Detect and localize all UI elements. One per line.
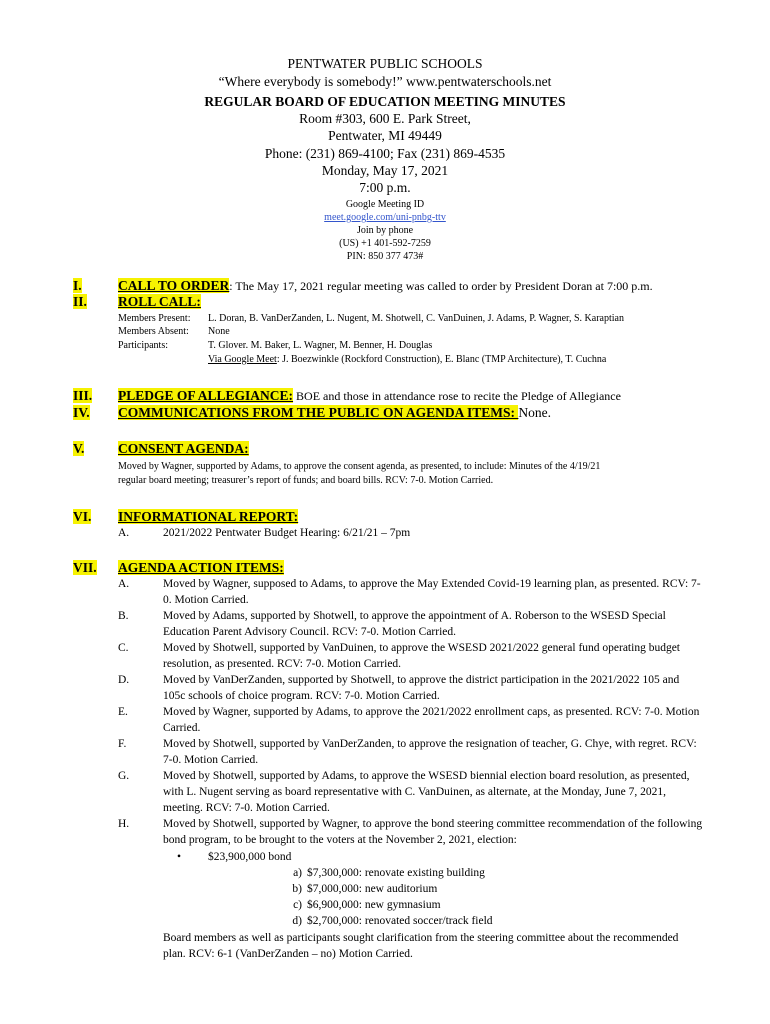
document-title: REGULAR BOARD OF EDUCATION MEETING MINUTES xyxy=(204,94,566,109)
section-title-agenda-action-items: AGENDA ACTION ITEMS: xyxy=(118,560,284,575)
action-item-text: Moved by Shotwell, supported by Adams, to approve the WSESD biennial election board resolution, as presented, with L. Nugent serving as board representative with C. VanDuinen, as alternate, at the Monday, June 7, 2021, meeting. RCV: 7-0. Motion Carried. xyxy=(163,770,690,814)
action-item-letter: F. xyxy=(118,738,127,750)
via-google-meet: : J. Boezwinkle (Rockford Construction), E. Blanc (TMP Architecture), T. Cuchna xyxy=(276,354,607,365)
bond-part-text: $2,700,000: renovated soccer/track field xyxy=(307,915,493,927)
action-item-letter: C. xyxy=(118,642,129,654)
action-item-text: Moved by Shotwell, supported by VanDuinen, to approve the WSESD 2021/2022 general fund operating budget resolution, as presented. RCV: 7-0. Motion Carried. xyxy=(163,642,680,670)
pledge-text: BOE and those in attendance rose to recite the Pledge of Allegiance xyxy=(293,389,621,403)
section-number-1: I. xyxy=(73,278,82,293)
phone-number: (US) +1 401-592-7259 xyxy=(339,238,431,249)
section-title-call-to-order: CALL TO ORDER xyxy=(118,278,230,293)
address-line-1: Room #303, 600 E. Park Street, xyxy=(299,111,471,126)
participants-label: Participants: xyxy=(118,340,168,351)
bond-part-label: a) xyxy=(293,867,302,879)
consent-text-line-1: Moved by Wagner, supported by Adams, to approve the consent agenda, as presented, to include: Minutes of the 4/19/21 xyxy=(118,461,601,472)
section-title-informational-report: INFORMATIONAL REPORT: xyxy=(118,509,299,524)
bond-part-text: $7,000,000: new auditorium xyxy=(307,883,438,895)
info-item-text: 2021/2022 Pentwater Budget Hearing: 6/21/21 – 7pm xyxy=(163,527,411,539)
org-name: PENTWATER PUBLIC SCHOOLS xyxy=(287,56,483,71)
meeting-date: Monday, May 17, 2021 xyxy=(321,163,449,178)
bond-total: $23,900,000 bond xyxy=(208,851,292,863)
section-number-6: VI. xyxy=(73,509,92,524)
call-to-order-text: : The May 17, 2021 regular meeting was called to order by President Doran at 7:00 p.m. xyxy=(229,279,653,293)
action-item-text: Moved by Wagner, supposed to Adams, to approve the May Extended Covid-19 learning plan, as presented. RCV: 7-0. Motion Carried. xyxy=(163,578,701,606)
bond-part-label: c) xyxy=(293,899,302,911)
action-item-letter: H. xyxy=(118,818,130,830)
meeting-pin: PIN: 850 377 473# xyxy=(346,251,424,262)
meet-label: Google Meeting ID xyxy=(345,199,425,210)
members-present-label: Members Present: xyxy=(118,313,191,324)
action-item-text: Moved by Wagner, supported by Adams, to approve the 2021/2022 enrollment caps, as presented. RCV: 7-0. Motion Carried. xyxy=(163,706,700,734)
action-item-letter: E. xyxy=(118,706,128,718)
section-number-2: II. xyxy=(73,294,87,309)
phone-fax: Phone: (231) 869-4100; Fax (231) 869-4535 xyxy=(264,146,506,161)
action-item-letter: G. xyxy=(118,770,130,782)
section-title-pledge: PLEDGE OF ALLEGIANCE: xyxy=(118,388,294,403)
section-number-4: IV. xyxy=(73,405,90,420)
members-absent-label: Members Absent: xyxy=(118,326,189,337)
meeting-time: 7:00 p.m. xyxy=(359,180,411,195)
bond-part-label: b) xyxy=(292,883,302,895)
bond-part-text: $7,300,000: renovate existing building xyxy=(307,867,485,879)
action-item-letter: B. xyxy=(118,610,129,622)
action-item-text: Moved by Adams, supported by Shotwell, to approve the appointment of A. Roberson to the WSESD Special Education Parent Advisory Council. RCV: 7-0. Motion Carried. xyxy=(163,610,666,638)
address-line-2: Pentwater, MI 49449 xyxy=(328,128,442,143)
action-item-text: Moved by Shotwell, supported by Wagner, to approve the bond steering committee recommendation of the following bond program, to be brought to the voters at the November 2, 2021, election: xyxy=(163,818,703,846)
bullet-icon: • xyxy=(177,851,182,863)
tagline: “Where everybody is somebody!” www.pentwaterschools.net xyxy=(218,74,552,89)
consent-text-line-2: regular board meeting; treasurer’s report of funds; and board bills. RCV: 7-0. Motion Carried. xyxy=(118,475,494,486)
join-by-phone: Join by phone xyxy=(356,225,414,236)
section-number-3: III. xyxy=(73,388,93,403)
action-item-letter: A. xyxy=(118,578,130,590)
section-title-roll-call: ROLL CALL: xyxy=(118,294,201,309)
action-item-text: Moved by Shotwell, supported by VanDerZanden, to approve the resignation of teacher, G. Chye, with regret. RCV: 7-0. Motion Carried. xyxy=(163,738,697,766)
action-item-text: Moved by VanDerZanden, supported by Shotwell, to approve the district participation in the 2021/2022 105 and 105c schools of choice program. RCV: 7-0. Motion Carried. xyxy=(163,674,680,702)
communications-text: None. xyxy=(518,405,552,420)
action-item-letter: D. xyxy=(118,674,130,686)
via-google-meet-label: Via Google Meet xyxy=(208,354,277,365)
bond-part-label: d) xyxy=(292,915,302,927)
participants: T. Glover. M. Baker, L. Wagner, M. Benner, H. Douglas xyxy=(208,340,433,351)
members-present: L. Doran, B. VanDerZanden, L. Nugent, M. Shotwell, C. VanDuinen, J. Adams, P. Wagner, S. Karaptian xyxy=(208,313,624,324)
closing-note: Board members as well as participants sought clarification from the steering committee about the recommended plan. RCV: 6-1 (VanDerZanden – no) Motion Carried. xyxy=(163,932,679,960)
members-absent: None xyxy=(208,326,230,337)
info-item-letter: A. xyxy=(118,527,130,539)
meet-link[interactable]: meet.google.com/uni-pnbg-ttv xyxy=(324,212,446,223)
section-number-5: V. xyxy=(73,441,85,456)
bond-part-text: $6,900,000: new gymnasium xyxy=(307,899,441,911)
section-title-communications: COMMUNICATIONS FROM THE PUBLIC ON AGENDA ITEMS: xyxy=(118,405,519,420)
section-title-consent-agenda: CONSENT AGENDA: xyxy=(118,441,249,456)
section-number-7: VII. xyxy=(73,560,97,575)
